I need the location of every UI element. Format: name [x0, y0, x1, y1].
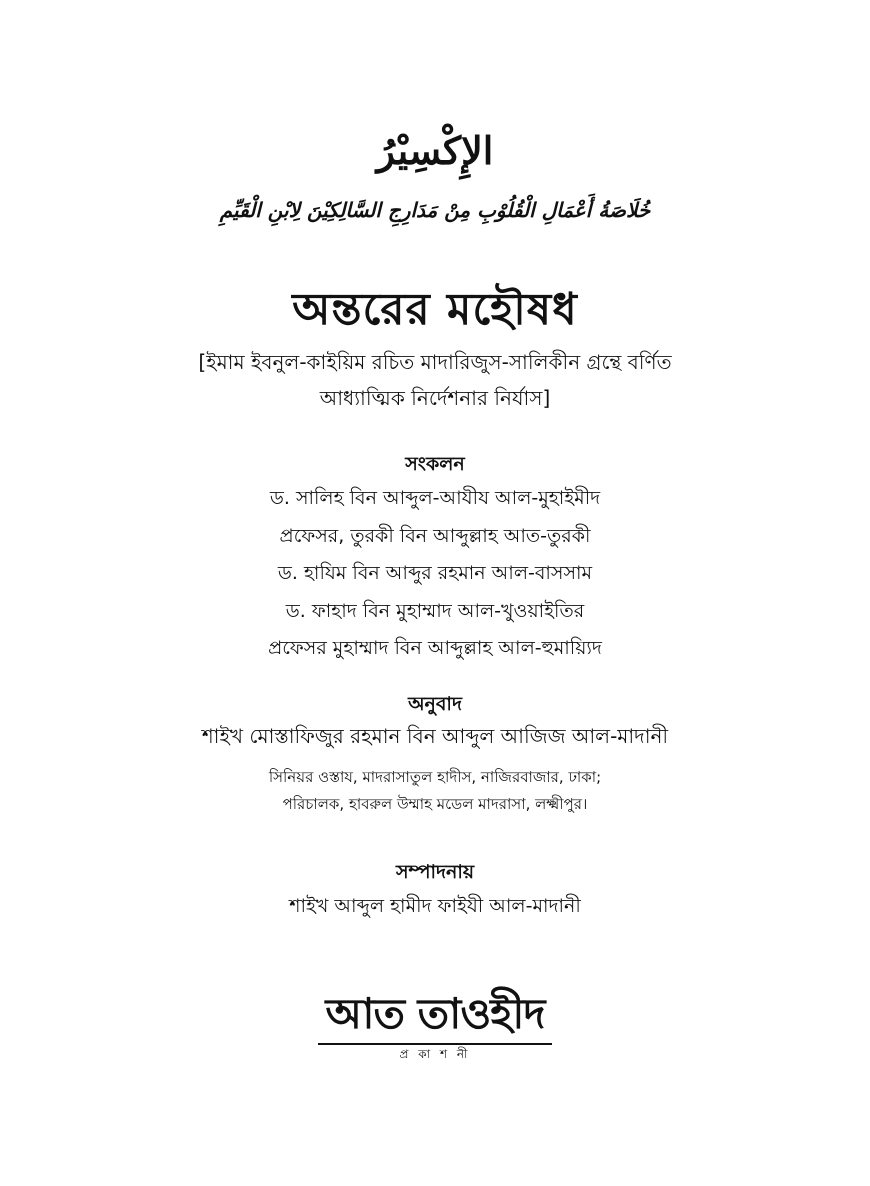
translator-detail-line-2: পরিচালক, হাবরুল উম্মাহ মডেল মাদরাসা, লক্ষ্মীপুর। — [282, 795, 588, 813]
publisher-logo — [300, 990, 570, 1070]
compilers-list — [0, 480, 870, 668]
arabic-title: الإِكْسِيْرُ — [376, 128, 494, 173]
bengali-title: অন্তরের মহৌষধ — [292, 284, 578, 335]
book-description — [0, 344, 870, 416]
description-line-2: আধ্যাত্মিক নির্দেশনার নির্যাস] — [319, 386, 551, 410]
translator-detail-line-1: সিনিয়র ওস্তায, মাদরাসাতুল হাদীস, নাজিরবাজার, ঢাকা; — [268, 768, 602, 786]
publisher-label — [300, 1044, 570, 1064]
arabic-subtitle: خُلَاصَةُ أَعْمَالِ الْقُلُوْبِ مِنْ مَدَارِجِ السَّالِكِيْنَ لِابْنِ الْقَيِّمِ — [219, 198, 651, 222]
compiler-name: ড. ফাহাদ বিন মুহাম্মাদ আল-খুওয়াইতির — [285, 599, 585, 622]
translation-heading: অনুবাদ — [408, 693, 462, 715]
publisher-label-text: প্র কা শ নী — [392, 1047, 479, 1061]
compiler-name: ড. হাযিম বিন আব্দুর রহমান আল-বাসসাম — [277, 562, 593, 584]
editing-heading: সম্পাদনায় — [395, 861, 475, 883]
compilation-heading: সংকলন — [405, 453, 465, 475]
compiler-name: প্রফেসর মুহাম্মাদ বিন আব্দুল্লাহ আল-হুমায়্যিদ — [268, 637, 602, 659]
description-line-1: [ইমাম ইবনুল-কাইয়িম রচিত মাদারিজুস-সালিকীন গ্রন্থে বর্ণিত — [198, 350, 672, 374]
publisher-logo-text: আত তাওহীদ — [325, 989, 545, 1038]
translator-details — [0, 764, 870, 818]
editor-name: শাইখ আব্দুল হামীদ ফাইযী আল-মাদানী — [289, 895, 581, 917]
compiler-name: ড. সালিহ বিন আব্দুল-আযীয আল-মুহাইমীদ — [269, 487, 601, 509]
translator-name: শাইখ মোস্তাফিজুর রহমান বিন আব্দুল আজিজ আল-মাদানী — [201, 724, 669, 748]
compiler-name: প্রফেসর, তুরকী বিন আব্দুল্লাহ আত-তুরকী — [279, 524, 591, 547]
